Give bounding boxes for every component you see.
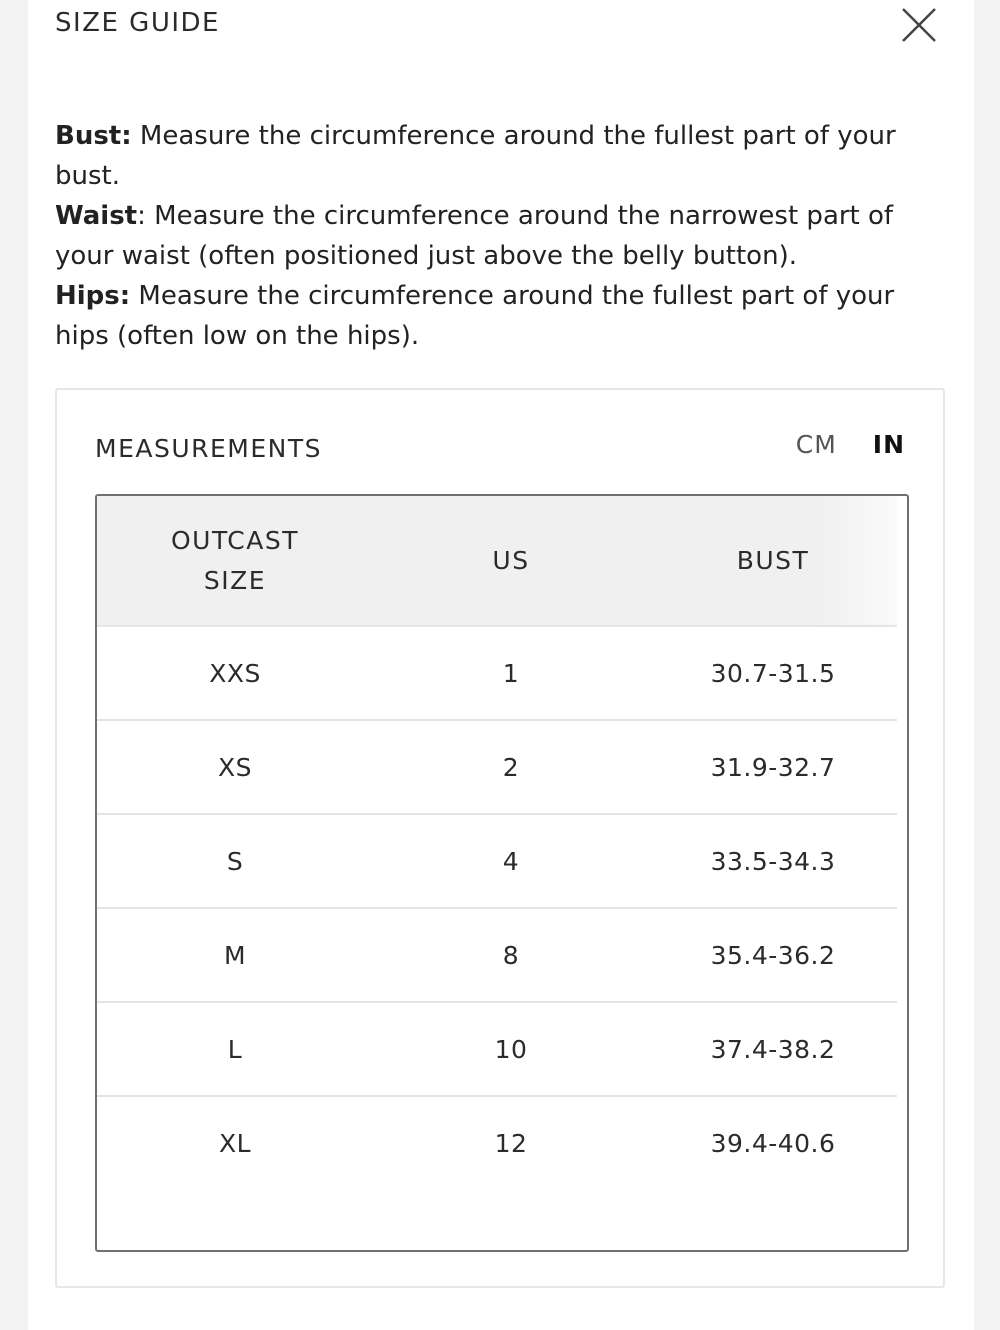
measurement-instructions xyxy=(55,116,955,356)
table-row xyxy=(97,814,897,908)
bust-text: Measure the circumference around the fullest part of your bust. xyxy=(55,121,896,191)
measurements-card xyxy=(55,388,945,1288)
cell-bust: 37.4-38.2 xyxy=(649,1002,897,1096)
bust-instruction xyxy=(55,116,955,196)
size-table-container[interactable] xyxy=(95,494,909,1252)
cell-us: 1 xyxy=(373,626,649,720)
size-table xyxy=(97,496,897,1189)
cell-us: 4 xyxy=(373,814,649,908)
cell-us: 2 xyxy=(373,720,649,814)
hips-text: Measure the circumference around the fullest part of your hips (often low on the hips). xyxy=(55,281,895,351)
table-row xyxy=(97,626,897,720)
hips-instruction xyxy=(55,276,955,356)
header-size-line2: SIZE xyxy=(203,565,267,595)
size-guide-modal xyxy=(28,0,974,1330)
table-header-row xyxy=(97,496,897,626)
cell-bust: 31.9-32.7 xyxy=(649,720,897,814)
cell-us: 10 xyxy=(373,1002,649,1096)
unit-toggle xyxy=(796,430,905,459)
cell-us: 12 xyxy=(373,1096,649,1189)
cell-bust: 30.7-31.5 xyxy=(649,626,897,720)
modal-title: SIZE GUIDE xyxy=(55,8,220,38)
header-bust: BUST xyxy=(736,545,810,575)
cell-bust: 33.5-34.3 xyxy=(649,814,897,908)
header-outcast-size xyxy=(97,496,373,626)
waist-label: Waist xyxy=(55,201,138,231)
waist-instruction xyxy=(55,196,955,276)
cell-size: M xyxy=(97,908,373,1002)
table-row xyxy=(97,908,897,1002)
cell-bust: 35.4-36.2 xyxy=(649,908,897,1002)
waist-text: : Measure the circumference around the narrowest part of your waist (often positioned just above the belly button). xyxy=(55,201,894,271)
table-row xyxy=(97,1002,897,1096)
cell-size: L xyxy=(97,1002,373,1096)
unit-cm-option[interactable]: CM xyxy=(795,430,837,459)
unit-in-option[interactable]: IN xyxy=(872,430,905,459)
header-us: US xyxy=(492,545,530,575)
header-size-line1: OUTCAST xyxy=(171,525,299,555)
table-row xyxy=(97,1096,897,1189)
close-button[interactable] xyxy=(898,4,940,46)
cell-size: XS xyxy=(97,720,373,814)
cell-size: S xyxy=(97,814,373,908)
hips-label: Hips: xyxy=(55,281,131,311)
cell-size: XXS xyxy=(97,626,373,720)
table-row xyxy=(97,720,897,814)
cell-bust: 39.4-40.6 xyxy=(649,1096,897,1189)
cell-us: 8 xyxy=(373,908,649,1002)
close-icon xyxy=(898,4,940,46)
bust-label: Bust: xyxy=(55,121,132,151)
cell-size: XL xyxy=(97,1096,373,1189)
measurements-title: MEASUREMENTS xyxy=(95,434,323,463)
